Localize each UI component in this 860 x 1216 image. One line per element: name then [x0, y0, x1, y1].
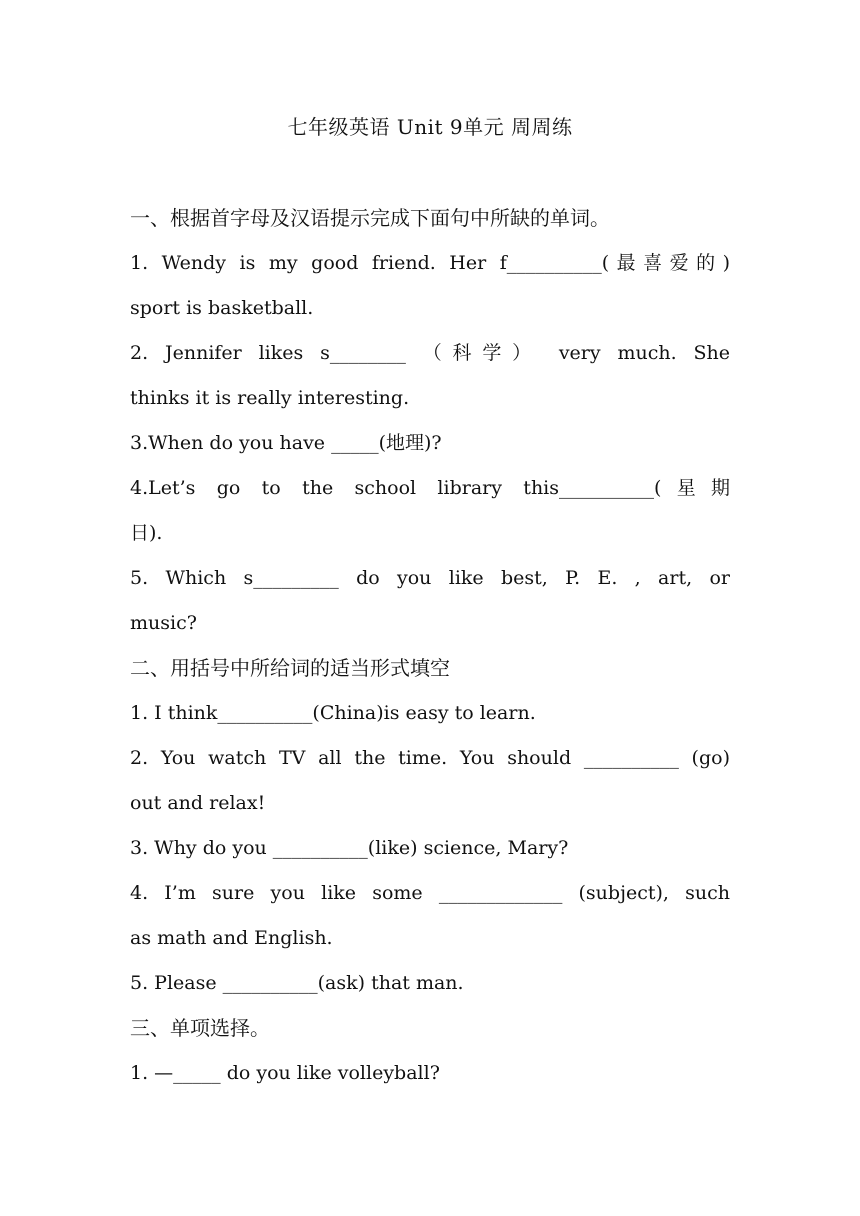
question-line: 2. You watch TV all the time. You should __________ (go)	[130, 747, 730, 769]
question-line: 4.Let’s go to the school library this__________(星期	[130, 477, 730, 499]
question-line: 1. I think__________(China)is easy to learn.	[130, 702, 536, 724]
question-line: 3.When do you have _____(地理)?	[130, 432, 442, 454]
question-line: 日).	[130, 522, 163, 544]
question-line: 3. Why do you __________(like) science, Mary?	[130, 837, 569, 859]
question-line: 2. Jennifer likes s________ （科学） very much. She	[130, 342, 730, 364]
worksheet-title: 七年级英语 Unit 9单元 周周练	[287, 115, 573, 139]
section-2	[130, 646, 730, 1006]
section-heading: 二、用括号中所给词的适当形式填空	[130, 656, 450, 680]
question-line: 5. Which s_________ do you like best, P. E. , art, or	[130, 567, 730, 589]
question-line: out and relax!	[130, 792, 266, 814]
question-line: 4. I’m sure you like some _____________ (subject), such	[130, 882, 730, 904]
question-line: thinks it is really interesting.	[130, 387, 410, 409]
section-3	[130, 1006, 730, 1096]
section-heading: 一、根据首字母及汉语提示完成下面句中所缺的单词。	[130, 206, 610, 230]
question-line: 1. —_____ do you like volleyball?	[130, 1062, 440, 1084]
question-line: 5. Please __________(ask) that man.	[130, 972, 464, 994]
question-line: 1. Wendy is my good friend. Her f__________(最喜爱的)	[130, 252, 730, 274]
worksheet-page	[130, 106, 730, 1096]
section-1	[130, 196, 730, 646]
question-line: sport is basketball.	[130, 297, 314, 319]
question-line: music?	[130, 612, 197, 634]
question-line: as math and English.	[130, 927, 333, 949]
section-heading: 三、单项选择。	[130, 1016, 270, 1040]
